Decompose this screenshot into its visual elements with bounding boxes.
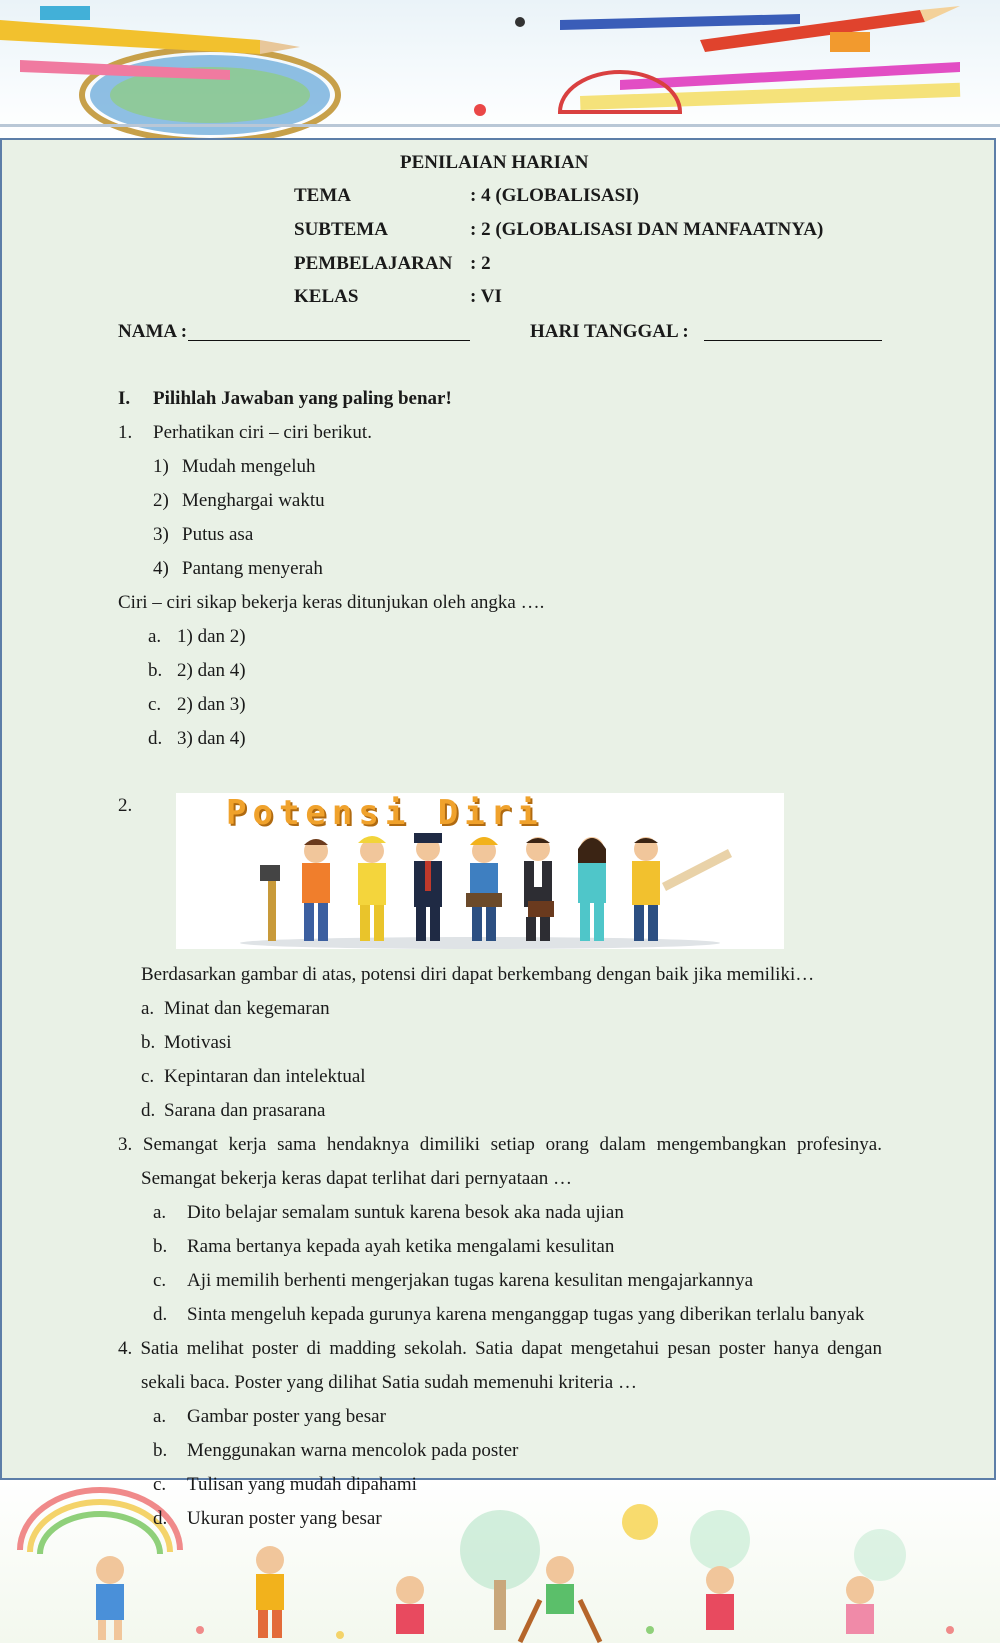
q1-prompt: Perhatikan ciri – ciri berikut. [153,422,372,443]
meta-label-subtema: SUBTEMA [294,219,388,240]
q4-question-line-2: sekali baca. Poster yang dilihat Satia sudah memenuhi kriteria … [141,1372,637,1393]
meta-value-kelas: : VI [470,286,502,307]
section-title: Pilihlah Jawaban yang paling benar! [153,388,452,409]
q1-list-item: Putus asa [182,524,254,545]
nama-label: NAMA : [118,321,188,342]
nama-field-line[interactable] [188,340,470,341]
q2-option-letter[interactable]: d. [141,1100,156,1121]
q2-option-text[interactable]: Motivasi [164,1032,232,1053]
q4-option-text[interactable]: Gambar poster yang besar [187,1406,386,1427]
q1-list-item: Mudah mengeluh [182,456,316,477]
q1-option-text[interactable]: 3) dan 4) [177,728,246,749]
q1-list-num: 4) [153,558,169,579]
q2-option-letter[interactable]: b. [141,1032,156,1053]
meta-label-pembelajaran: PEMBELAJARAN [294,253,453,274]
q2-option-text[interactable]: Sarana dan prasarana [164,1100,326,1121]
footer-banner [0,1480,1000,1643]
q2-option-text[interactable]: Minat dan kegemaran [164,998,330,1019]
potensi-diri-image [176,793,784,949]
q3-option-letter[interactable]: d. [153,1304,168,1325]
header-banner [0,0,1000,138]
q3-option-text[interactable]: Rama bertanya kepada ayah ketika mengalami kesulitan [187,1236,615,1257]
page-title: PENILAIAN HARIAN [400,152,589,173]
q2-option-letter[interactable]: c. [141,1066,155,1087]
q1-option-letter[interactable]: a. [148,626,162,647]
q1-list-item: Pantang menyerah [182,558,323,579]
q3-question-line-2: Semangat bekerja keras dapat terlihat dari pernyataan … [141,1168,572,1189]
q2-question: Berdasarkan gambar di atas, potensi diri dapat berkembang dengan baik jika memiliki… [141,964,815,985]
q3-option-letter[interactable]: a. [153,1202,167,1223]
q2-option-letter[interactable]: a. [141,998,155,1019]
potensi-diri-title: Potensi Diri [226,793,544,833]
q3-option-letter[interactable]: c. [153,1270,167,1291]
q1-list-num: 1) [153,456,169,477]
q4-option-letter[interactable]: d. [153,1508,168,1529]
q4-option-text[interactable]: Ukuran poster yang besar [187,1508,382,1529]
q1-option-text[interactable]: 1) dan 2) [177,626,246,647]
q1-option-text[interactable]: 2) dan 4) [177,660,246,681]
q1-option-letter[interactable]: c. [148,694,162,715]
q4-option-letter[interactable]: b. [153,1440,168,1461]
q1-question: Ciri – ciri sikap bekerja keras ditunjukan oleh angka …. [118,592,545,613]
q2-number: 2. [118,795,133,816]
meta-value-pembelajaran: : 2 [470,253,491,274]
q4-option-text[interactable]: Tulisan yang mudah dipahami [187,1474,417,1495]
q1-option-letter[interactable]: d. [148,728,163,749]
q1-option-letter[interactable]: b. [148,660,163,681]
q1-list-item: Menghargai waktu [182,490,325,511]
meta-value-subtema: : 2 (GLOBALISASI DAN MANFAATNYA) [470,219,824,240]
school-supplies-illustration [0,0,1000,138]
q3-option-letter[interactable]: b. [153,1236,168,1257]
q3-option-text[interactable]: Dito belajar semalam suntuk karena besok aka nada ujian [187,1202,624,1223]
q1-list-num: 2) [153,490,169,511]
q1-number: 1. [118,422,133,443]
children-playing-illustration [0,1480,1000,1643]
meta-label-tema: TEMA [294,185,351,206]
hari-tanggal-field-line[interactable] [704,340,882,341]
q3-option-text[interactable]: Aji memilih berhenti mengerjakan tugas karena kesulitan mengajarkannya [187,1270,754,1291]
q1-list-num: 3) [153,524,169,545]
workers-illustration-icon [176,793,784,949]
q2-option-text[interactable]: Kepintaran dan intelektual [164,1066,366,1087]
q4-question-line-1: 4. Satia melihat poster di madding sekolah. Satia dapat mengetahui pesan poster hanya dengan [118,1338,882,1359]
section-number: I. [118,388,131,409]
q1-option-text[interactable]: 2) dan 3) [177,694,246,715]
meta-label-kelas: KELAS [294,286,359,307]
meta-value-tema: : 4 (GLOBALISASI) [470,185,639,206]
q4-option-letter[interactable]: a. [153,1406,167,1427]
q4-option-letter[interactable]: c. [153,1474,167,1495]
hari-tanggal-label: HARI TANGGAL : [530,321,689,342]
q3-option-text[interactable]: Sinta mengeluh kepada gurunya karena menganggap tugas yang diberikan terlalu banyak [187,1304,865,1325]
q4-option-text[interactable]: Menggunakan warna mencolok pada poster [187,1440,519,1461]
q3-question-line-1: 3. Semangat kerja sama hendaknya dimiliki setiap orang dalam mengembangkan profesinya. [118,1134,882,1155]
